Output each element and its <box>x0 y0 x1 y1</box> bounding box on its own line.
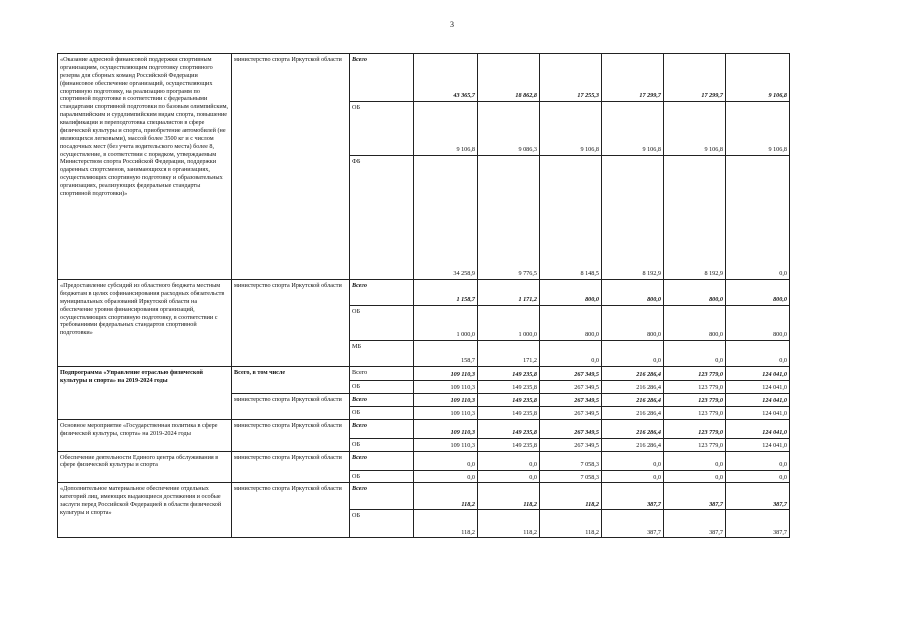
amount-year-3: 267 349,5 <box>540 419 602 438</box>
amount-year-5: 123 779,0 <box>664 419 726 438</box>
table-row <box>58 54 790 102</box>
amount-year-5: 123 779,0 <box>664 381 726 394</box>
amount-year-6: 800,0 <box>726 280 790 306</box>
responsible-executor: министерство спорта Иркутской области <box>232 393 350 419</box>
amount-year-1: 109 110,3 <box>414 381 478 394</box>
amount-year-4: 387,7 <box>602 510 664 538</box>
amount-year-3: 267 349,5 <box>540 393 602 406</box>
amount-year-5: 387,7 <box>664 483 726 510</box>
responsible-executor: министерство спорта Иркутской области <box>232 54 350 280</box>
budget-table <box>57 53 790 538</box>
amount-year-6: 124 041,0 <box>726 393 790 406</box>
amount-year-4: 216 286,4 <box>602 406 664 419</box>
amount-year-1: 109 110,3 <box>414 367 478 381</box>
amount-year-4: 216 286,4 <box>602 367 664 381</box>
amount-year-1: 158,7 <box>414 341 478 367</box>
amount-year-1: 109 110,3 <box>414 419 478 438</box>
amount-year-2: 149 235,8 <box>478 438 540 451</box>
responsible-executor: министерство спорта Иркутской области <box>232 483 350 538</box>
amount-year-3: 17 255,3 <box>540 54 602 102</box>
amount-year-2: 0,0 <box>478 451 540 470</box>
amount-year-2: 9 086,3 <box>478 102 540 156</box>
amount-year-3: 267 349,5 <box>540 367 602 381</box>
amount-year-3: 118,2 <box>540 483 602 510</box>
amount-year-3: 118,2 <box>540 510 602 538</box>
amount-year-1: 118,2 <box>414 483 478 510</box>
row-description: «Дополнительное материальное обеспечение отдельных категорий лиц, имеющих выдающиеся достижения и особые заслуги перед Российской Федерацией в области физической культуры и спорта» <box>58 483 232 538</box>
amount-year-5: 123 779,0 <box>664 438 726 451</box>
funding-source: Всего <box>350 483 414 510</box>
amount-year-6: 9 106,8 <box>726 102 790 156</box>
budget-table-sheet <box>57 53 790 538</box>
amount-year-6: 9 106,8 <box>726 54 790 102</box>
amount-year-1: 9 106,8 <box>414 102 478 156</box>
amount-year-4: 387,7 <box>602 483 664 510</box>
amount-year-6: 800,0 <box>726 306 790 341</box>
funding-source: ОБ <box>350 102 414 156</box>
table-row <box>58 451 790 470</box>
amount-year-4: 216 286,4 <box>602 419 664 438</box>
amount-year-6: 124 041,0 <box>726 438 790 451</box>
row-description: Обеспечение деятельности Единого центра обслуживания в сфере физической культуры и спорта <box>58 451 232 483</box>
amount-year-3: 7 058,3 <box>540 470 602 483</box>
amount-year-6: 0,0 <box>726 451 790 470</box>
row-description: «Предоставление субсидий из областного бюджета местным бюджетам в целях софинансирования расходных обязательств муниципальных образований Иркутской области на обеспечение уровня финансирования организаций, осуществляющих спортивную подготовку, в соответствии с требованиями федеральных стандартов спортивной подготовки» <box>58 280 232 367</box>
row-description: «Оказание адресной финансовой поддержки спортивным организациям, осуществляющим подготовку спортивного резерва для сборных команд Российской Федерации (финансовое обеспечение организаций, осуществляющих спортивную подготовку, на реализацию программ по спортивной подготовке в соответствии с федеральными стандартами спортивной подготовки по базовым олимпийским, паралимпийским и сурдлимпийским видам спорта, повышение квалификации и переподготовка специалистов в сфере физической культуры и спорта, приобретение автомобилей (не являющихся легковыми), массой более 3500 кг и с числом посадочных мест (без учета водительского места) более 8, осуществление, в соответствии с порядком, утверждаемым Министерством спорта Российской Федерации, поддержки одаренных спортсменов, занимающихся в организациях, осуществляющих спортивную подготовку и образовательных организациях, реализующих федеральные стандарты спортивной подготовки)» <box>58 54 232 280</box>
funding-source: Всего <box>350 280 414 306</box>
amount-year-4: 0,0 <box>602 341 664 367</box>
amount-year-2: 118,2 <box>478 483 540 510</box>
amount-year-2: 149 235,8 <box>478 406 540 419</box>
funding-source: Всего <box>350 393 414 406</box>
row-description: Подпрограмма «Управление отраслью физической культуры и спорта» на 2019-2024 годы <box>58 367 232 420</box>
amount-year-6: 124 041,0 <box>726 381 790 394</box>
responsible-executor: министерство спорта Иркутской области <box>232 280 350 367</box>
amount-year-1: 0,0 <box>414 451 478 470</box>
funding-source: Всего <box>350 419 414 438</box>
funding-source: Всего <box>350 54 414 102</box>
amount-year-2: 149 235,8 <box>478 367 540 381</box>
amount-year-6: 124 041,0 <box>726 419 790 438</box>
amount-year-5: 800,0 <box>664 280 726 306</box>
amount-year-2: 1 171,2 <box>478 280 540 306</box>
amount-year-5: 0,0 <box>664 341 726 367</box>
page-number: 3 <box>450 20 454 29</box>
amount-year-6: 124 041,0 <box>726 367 790 381</box>
table-row <box>58 280 790 306</box>
amount-year-4: 17 299,7 <box>602 54 664 102</box>
funding-source: ОБ <box>350 470 414 483</box>
funding-source: Всего <box>350 451 414 470</box>
amount-year-6: 387,7 <box>726 510 790 538</box>
funding-source: ОБ <box>350 406 414 419</box>
amount-year-2: 9 776,5 <box>478 156 540 280</box>
amount-year-3: 267 349,5 <box>540 438 602 451</box>
amount-year-6: 387,7 <box>726 483 790 510</box>
amount-year-1: 109 110,3 <box>414 393 478 406</box>
amount-year-3: 9 106,8 <box>540 102 602 156</box>
amount-year-1: 109 110,3 <box>414 438 478 451</box>
amount-year-3: 800,0 <box>540 280 602 306</box>
amount-year-2: 0,0 <box>478 470 540 483</box>
amount-year-2: 149 235,8 <box>478 419 540 438</box>
amount-year-5: 387,7 <box>664 510 726 538</box>
amount-year-4: 216 286,4 <box>602 381 664 394</box>
amount-year-4: 800,0 <box>602 280 664 306</box>
amount-year-5: 123 779,0 <box>664 367 726 381</box>
amount-year-6: 124 041,0 <box>726 406 790 419</box>
amount-year-1: 109 110,3 <box>414 406 478 419</box>
amount-year-1: 1 000,0 <box>414 306 478 341</box>
amount-year-2: 171,2 <box>478 341 540 367</box>
amount-year-6: 0,0 <box>726 470 790 483</box>
amount-year-4: 8 192,9 <box>602 156 664 280</box>
amount-year-5: 800,0 <box>664 306 726 341</box>
row-description: Основное мероприятие «Государственная политика в сфере физической культуры, спорта» на 2019-2024 годы <box>58 419 232 451</box>
amount-year-4: 9 106,8 <box>602 102 664 156</box>
amount-year-3: 267 349,5 <box>540 406 602 419</box>
amount-year-5: 123 779,0 <box>664 393 726 406</box>
amount-year-1: 118,2 <box>414 510 478 538</box>
amount-year-4: 0,0 <box>602 470 664 483</box>
funding-source: Всего <box>350 367 414 381</box>
amount-year-4: 800,0 <box>602 306 664 341</box>
funding-source: ОБ <box>350 306 414 341</box>
amount-year-5: 0,0 <box>664 451 726 470</box>
amount-year-5: 9 106,8 <box>664 102 726 156</box>
amount-year-5: 123 779,0 <box>664 406 726 419</box>
amount-year-2: 149 235,8 <box>478 393 540 406</box>
funding-source: МБ <box>350 341 414 367</box>
funding-source: ОБ <box>350 438 414 451</box>
amount-year-4: 216 286,4 <box>602 438 664 451</box>
amount-year-2: 149 235,8 <box>478 381 540 394</box>
amount-year-3: 8 148,5 <box>540 156 602 280</box>
amount-year-5: 8 192,9 <box>664 156 726 280</box>
amount-year-2: 118,2 <box>478 510 540 538</box>
amount-year-1: 1 158,7 <box>414 280 478 306</box>
amount-year-6: 0,0 <box>726 156 790 280</box>
responsible-executor: министерство спорта Иркутской области <box>232 419 350 451</box>
funding-source: ОБ <box>350 381 414 394</box>
amount-year-2: 18 862,8 <box>478 54 540 102</box>
table-row <box>58 483 790 510</box>
amount-year-3: 0,0 <box>540 341 602 367</box>
amount-year-3: 800,0 <box>540 306 602 341</box>
amount-year-4: 216 286,4 <box>602 393 664 406</box>
table-row <box>58 367 790 381</box>
amount-year-1: 0,0 <box>414 470 478 483</box>
amount-year-3: 267 349,5 <box>540 381 602 394</box>
amount-year-5: 17 299,7 <box>664 54 726 102</box>
amount-year-2: 1 000,0 <box>478 306 540 341</box>
funding-source: ОБ <box>350 510 414 538</box>
amount-year-6: 0,0 <box>726 341 790 367</box>
amount-year-5: 0,0 <box>664 470 726 483</box>
table-row <box>58 419 790 438</box>
funding-source: ФБ <box>350 156 414 280</box>
amount-year-1: 43 365,7 <box>414 54 478 102</box>
responsible-executor: Всего, в том числе <box>232 367 350 394</box>
amount-year-1: 34 258,9 <box>414 156 478 280</box>
responsible-executor: министерство спорта Иркутской области <box>232 451 350 483</box>
amount-year-3: 7 058,3 <box>540 451 602 470</box>
amount-year-4: 0,0 <box>602 451 664 470</box>
